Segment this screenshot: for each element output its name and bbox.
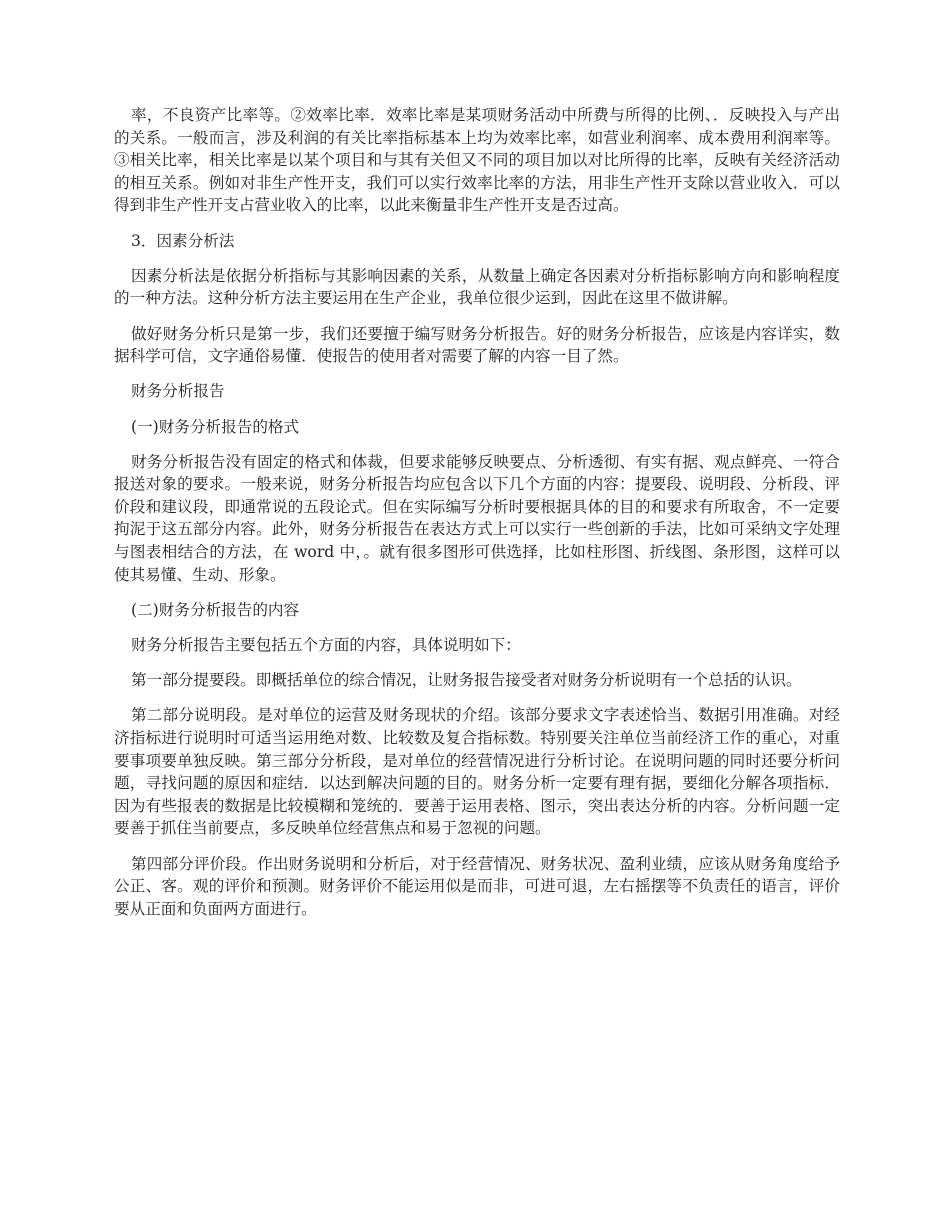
paragraph-evaluation-section: 第四部分评价段。作出财务说明和分析后，对于经营情况、财务状况、盈利业绩，应该从财务角度给予公正、客。观的评价和预测。财务评价不能运用似是而非，可进可退，左右摇摆等不负责任的语言，评价要从正面和负面两方面进行。: [114, 854, 840, 918]
document-page: [114, 104, 840, 933]
paragraph-factor-analysis: 因素分析法是依据分析指标与其影响因素的关系，从数量上确定各因素对分析指标影响方向和影响程度的一种方法。这种分析方法主要运用在生产企业，我单位很少运到，因此在这里不做讲解。: [114, 266, 840, 308]
paragraph-summary-section: 第一部分提要段。即概括单位的综合情况，让财务报告接受者对财务分析说明有一个总括的认识。: [131, 671, 802, 690]
heading-report-format: (一)财务分析报告的格式: [131, 417, 300, 436]
paragraph-description-section: 第二部分说明段。是对单位的运营及财务现状的介绍。该部分要求文字表述恰当、数据引用准确。对经济指标进行说明时可适当运用绝对数、比较数及复合指标数。特别要关注单位当前经济工作的重心，对重要事项要单独反映。第三部分分析段，是对单位的经营情况进行分析讨论。在说明问题的同时还要分析问题，寻找问题的原因和症结．以达到解决问题的目的。财务分析一定要有理有据，要细化分解各项指标．因为有些报表的数据是比较模糊和笼统的．要善于运用表格、图示，突出表达分析的内容。分析问题一定要善于抓住当前要点，多反映单位经营焦点和易于忽视的问题。: [114, 706, 840, 838]
heading-factor-analysis: 3．因素分析法: [131, 231, 235, 250]
paragraph-ratio-types: 率，不良资产比率等。②效率比率．效率比率是某项财务活动中所费与所得的比例、．反映投入与产出的关系。一般而言，涉及利润的有关比率指标基本上均为效率比率，如营业利润率、成本费用利润率等。③相关比率，相关比率是以某个项目和与其有关但又不同的项目加以对比所得的比率，反映有关经济活动的相互关系。例如对非生产性开支，我们可以实行效率比率的方法，用非生产性开支除以营业收入．可以得到非生产性开支占营业收入的比率，以此来衡量非生产性开支是否过高。: [114, 106, 840, 215]
paragraph-report-content-intro: 财务分析报告主要包括五个方面的内容，具体说明如下：: [131, 636, 521, 655]
paragraph-report-writing: 做好财务分析只是第一步，我们还要擅于编写财务分析报告。好的财务分析报告，应该是内容详实，数据科学可信，文字通俗易懂．使报告的使用者对需要了解的内容一目了然。: [114, 324, 840, 366]
heading-report-content: (二)财务分析报告的内容: [131, 600, 300, 619]
paragraph-report-format: 财务分析报告没有固定的格式和体裁，但要求能够反映要点、分析透彻、有实有据、观点鲜亮、一符合报送对象的要求。一般来说，财务分析报告均应包含以下几个方面的内容：提要段、说明段、分析段、评价段和建议段，即通常说的五段论式。但在实际编写分析时要根据具体的目的和要求有所取舍，不一定要拘泥于这五部分内容。此外，财务分析报告在表达方式上可以实行一些创新的手法，比如可采纳文字处理与图表相结合的方法，在 word 中，。就有很多图形可供选择，比如柱形图、折线图、条形图，这样可以使其易懂、生动、形象。: [114, 452, 840, 584]
heading-financial-report: 财务分析报告: [131, 382, 225, 401]
